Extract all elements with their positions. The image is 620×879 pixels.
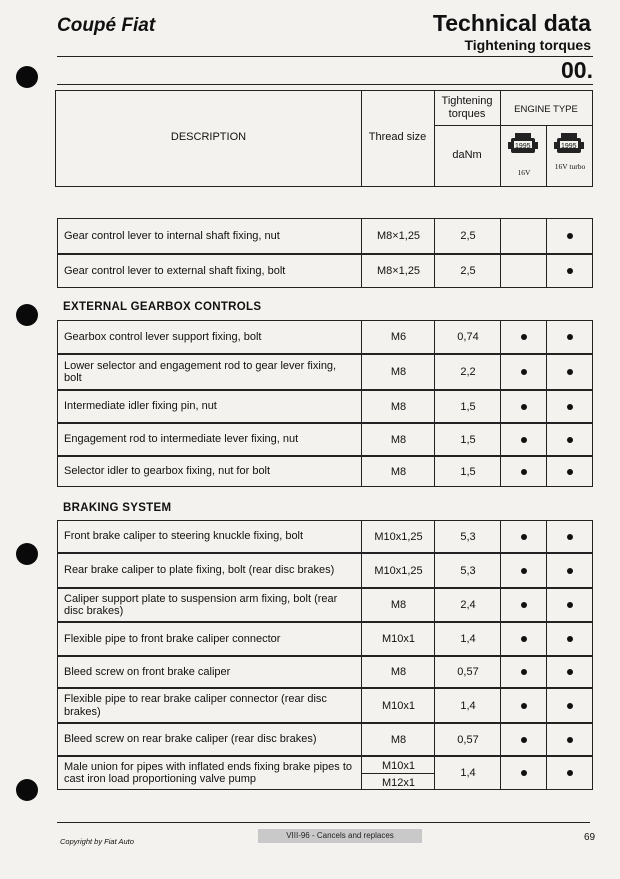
punch-hole [16,304,38,326]
row-torque: 0,74 [434,321,501,353]
table-row [57,622,593,656]
applicable-dot [567,469,573,475]
header-rule [57,56,593,57]
applicable-dot [521,669,527,675]
row-description: Bleed screw on front brake caliper [64,665,231,678]
row-torque: 0,57 [434,724,501,755]
applicable-dot [567,669,573,675]
row-torque: 1,4 [434,757,501,789]
engine-1-applicability [500,689,547,722]
engine-2-applicability [546,424,592,455]
row-thread-size: M8 [361,355,435,389]
row-description: Intermediate idler fixing pin, nut [64,400,217,413]
row-thread-size-value: M10x1 [362,757,435,774]
tightening-torques-header: Tightening torques [441,95,493,120]
unit-header: daNm [452,149,482,161]
row-description: Lower selector and engagement rod to gear lever fixing, bolt [64,359,337,384]
row-description: Rear brake caliper to plate fixing, bolt (rear disc brakes) [64,564,335,577]
engine-2-applicability [546,589,592,621]
applicable-dot [521,369,527,375]
row-description: Engagement rod to intermediate lever fixing, nut [64,433,299,446]
row-thread-size-value: M12x1 [381,776,416,789]
thread-size-header: Thread size [368,131,427,143]
engine-1-applicability [500,657,547,687]
row-thread-size: M6 [361,321,435,353]
row-thread-size: M8 [361,391,435,422]
table-row [57,218,593,254]
applicable-dot [567,404,573,410]
row-torque: 1,4 [434,623,501,655]
engine-1-applicability [500,623,547,655]
table-row [57,656,593,688]
engine-2-applicability [546,554,592,587]
row-description: Selector idler to gearbox fixing, nut for bolt [64,465,271,478]
applicable-dot [567,369,573,375]
applicable-dot [521,602,527,608]
table-row [57,390,593,423]
table-row [57,456,593,487]
table-row [57,723,593,756]
row-thread-size: M8 [361,724,435,755]
row-torque: 5,3 [434,521,501,552]
engine-2-applicability [546,321,592,353]
table-row [57,688,593,723]
engine-1-applicability [500,255,547,287]
row-thread-size: M10x1,25 [361,521,435,552]
engine-2-applicability [546,657,592,687]
row-torque: 2,2 [434,355,501,389]
applicable-dot [567,334,573,340]
row-thread-size [361,757,435,789]
engine-type-header: ENGINE TYPE [514,104,578,115]
engine-2-applicability [546,623,592,655]
engine-1-applicability [500,724,547,755]
punch-hole [16,543,38,565]
row-description: Flexible pipe to rear brake caliper connector (rear disc brakes) [64,693,327,718]
table-row [57,553,593,588]
engine-badge-2: 1995 [561,143,577,150]
engine-1-applicability [500,457,547,486]
row-thread-size: M8 [361,657,435,687]
engine-1-applicability [500,321,547,353]
punch-hole [16,779,38,801]
engine-2-applicability [546,255,592,287]
row-torque: 1,5 [434,424,501,455]
engine-2-applicability [546,391,592,422]
page-number: 69 [584,832,596,843]
row-thread-size: M8 [361,589,435,621]
table-row [57,254,593,288]
row-description: Male union for pipes with inflated ends fixing brake pipes to cast iron load proportioning valve pump [64,760,353,785]
section-code: 00. [561,57,593,83]
applicable-dot [521,568,527,574]
page-title: Technical data [432,10,591,36]
row-description: Gear control lever to internal shaft fixing, nut [64,229,280,242]
engine-1-applicability [500,757,547,789]
engine-badge-1: 1995 [515,143,531,150]
applicable-dot [567,770,573,776]
footer-rule [57,822,590,823]
engine-2-applicability [546,355,592,389]
brand-title: Coupé Fiat [57,15,156,36]
engine-1-applicability [500,521,547,552]
engine-2-applicability [546,521,592,552]
row-thread-size: M8×1,25 [361,219,435,253]
revision-stamp: VIII-96 - Cancels and replaces [258,829,422,843]
row-torque: 5,3 [434,554,501,587]
description-header: DESCRIPTION [170,131,247,143]
table-row [57,588,593,622]
punch-hole [16,66,38,88]
applicable-dot [567,568,573,574]
copyright: Copyright by Fiat Auto [60,837,134,846]
engine-1-applicability [500,219,547,253]
engine-1-applicability [500,391,547,422]
applicable-dot [521,770,527,776]
row-torque: 2,5 [434,255,501,287]
engine-2-applicability [546,689,592,722]
page-subtitle: Tightening torques [464,37,591,53]
engine-2-applicability [546,724,592,755]
row-torque: 1,5 [434,391,501,422]
engine-2-applicability [546,457,592,486]
table-row [57,520,593,553]
applicable-dot [521,703,527,709]
row-torque: 0,57 [434,657,501,687]
applicable-dot [567,602,573,608]
applicable-dot [567,437,573,443]
table-row [57,756,593,790]
row-torque: 2,4 [434,589,501,621]
applicable-dot [567,703,573,709]
engine-1-applicability [500,355,547,389]
row-thread-size: M8 [361,424,435,455]
engine-2-applicability [546,219,592,253]
applicable-dot [521,636,527,642]
header-rule-2 [57,84,593,85]
applicable-dot [521,334,527,340]
row-description: Front brake caliper to steering knuckle fixing, bolt [64,530,304,543]
applicable-dot [521,737,527,743]
applicable-dot [567,534,573,540]
engine-label-2: 16V turbo [554,162,586,171]
row-description: Gear control lever to external shaft fixing, bolt [64,264,286,277]
row-torque: 1,4 [434,689,501,722]
row-description: Bleed screw on rear brake caliper (rear disc brakes) [64,733,317,746]
row-thread-size: M8×1,25 [361,255,435,287]
row-thread-size: M10x1,25 [361,554,435,587]
row-torque: 2,5 [434,219,501,253]
row-description: Gearbox control lever support fixing, bolt [64,330,262,343]
table-row [57,354,593,390]
table-row [57,423,593,456]
section-title-gearbox: EXTERNAL GEARBOX CONTROLS [63,301,262,313]
engine-1-applicability [500,424,547,455]
applicable-dot [521,469,527,475]
applicable-dot [567,636,573,642]
table-row [57,320,593,354]
applicable-dot [521,534,527,540]
row-thread-size: M10x1 [361,623,435,655]
row-torque: 1,5 [434,457,501,486]
row-thread-size: M10x1 [361,689,435,722]
engine-2-applicability [546,757,592,789]
engine-1-applicability [500,589,547,621]
applicable-dot [521,437,527,443]
row-thread-size: M8 [361,457,435,486]
applicable-dot [567,268,573,274]
row-description: Flexible pipe to front brake caliper connector [64,632,281,645]
engine-1-applicability [500,554,547,587]
applicable-dot [567,737,573,743]
table-header [55,90,593,187]
applicable-dot [521,404,527,410]
section-title-braking: BRAKING SYSTEM [63,502,172,514]
applicable-dot [567,233,573,239]
row-description: Caliper support plate to suspension arm fixing, bolt (rear disc brakes) [64,592,338,617]
engine-label-1: 16V [517,168,531,177]
